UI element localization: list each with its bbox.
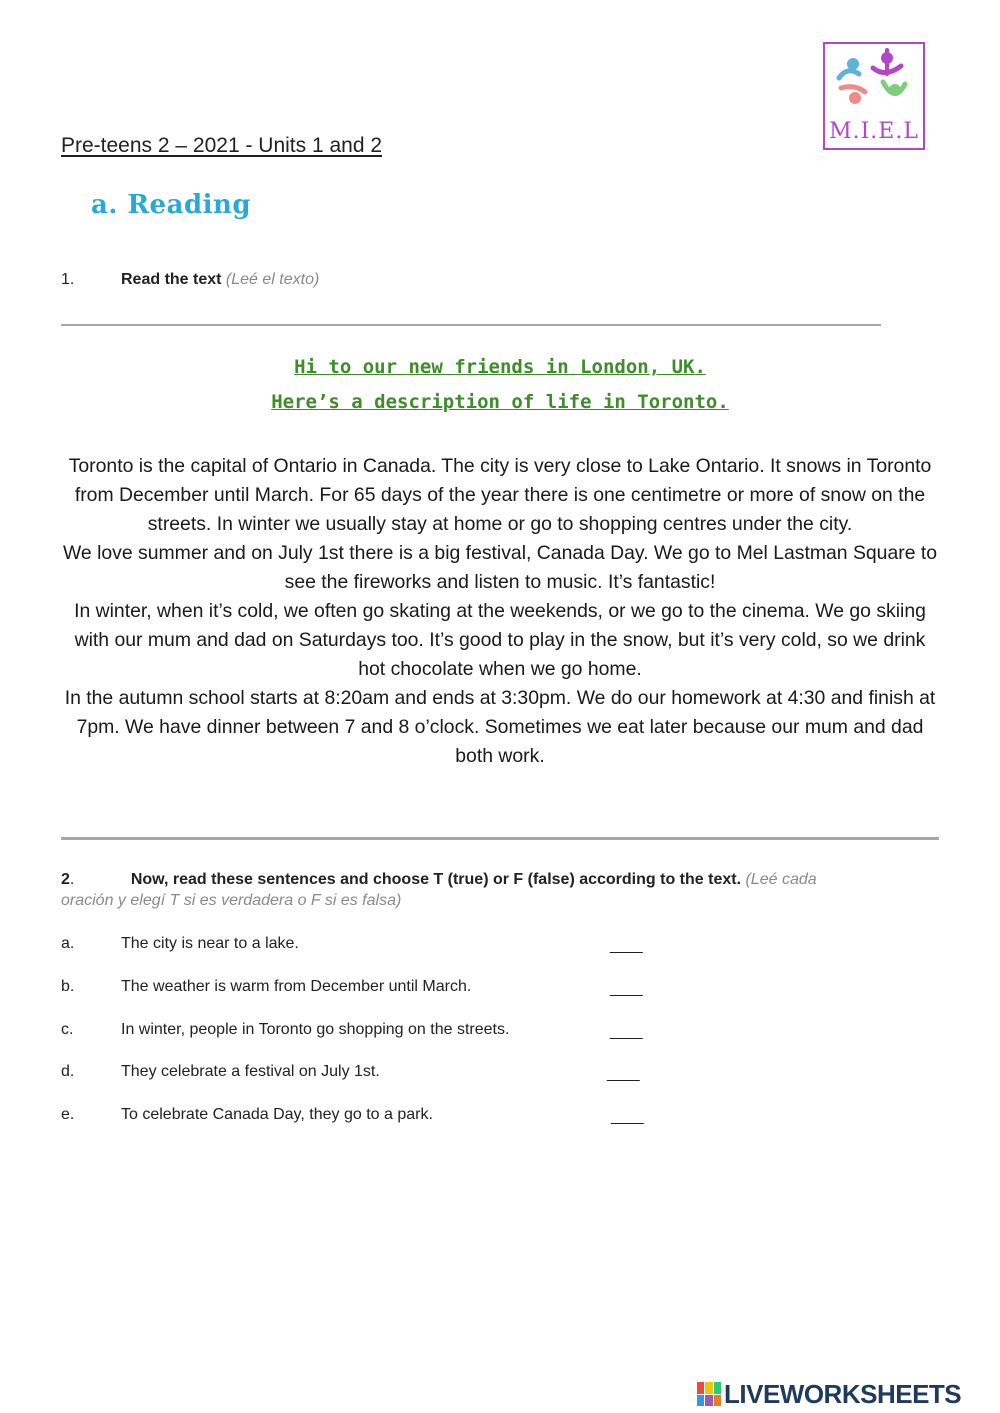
question-1-number: 1.: [61, 271, 75, 288]
question-2-translation-line-2: oración y elegí T si es verdadera o F si es falsa): [61, 892, 402, 909]
item-c-letter: c.: [61, 1021, 74, 1038]
item-b-answer-blank[interactable]: ____: [610, 980, 642, 997]
item-d-letter: d.: [61, 1063, 75, 1080]
item-c-text: In winter, people in Toronto go shopping on the streets.: [121, 1021, 510, 1038]
item-a-text: The city is near to a lake.: [121, 935, 299, 952]
greeting-line-2: Here’s a description of life in Toronto.: [271, 391, 729, 413]
liveworksheets-logo[interactable]: [697, 1377, 961, 1411]
question-2-instruction-text: Now, read these sentences and choose T (true) or F (false) according to the text.: [130, 871, 742, 888]
question-2-dot: .: [69, 871, 75, 888]
section-title: a. Reading: [91, 190, 252, 220]
miel-logo-text: M.I.E.L: [829, 119, 919, 144]
item-c-answer-blank[interactable]: ____: [610, 1023, 642, 1040]
item-d-text: They celebrate a festival on July 1st.: [121, 1063, 380, 1080]
question-2-number: 2: [61, 871, 70, 888]
liveworksheets-icon: [697, 1382, 721, 1406]
reading-text: [60, 452, 940, 771]
question-1-instruction: [121, 271, 319, 289]
item-b-letter: b.: [61, 978, 75, 995]
miel-logo-figures-icon: [825, 44, 923, 122]
course-title: Pre-teens 2 – 2021 - Units 1 and 2: [61, 134, 383, 157]
greeting-line-1: Hi to our new friends in London, UK.: [294, 356, 706, 378]
question-1-translation: (Leé el texto): [225, 271, 320, 288]
top-divider: [61, 324, 881, 326]
item-a-letter: a.: [61, 935, 75, 952]
item-e-letter: e.: [61, 1106, 75, 1123]
item-e-answer-blank[interactable]: ____: [611, 1108, 643, 1125]
item-e-text: To celebrate Canada Day, they go to a park.: [121, 1106, 433, 1123]
miel-logo: [823, 42, 925, 150]
item-a-answer-blank[interactable]: ____: [610, 937, 642, 954]
question-1-instruction-text: Read the text: [121, 271, 222, 288]
item-d-answer-blank[interactable]: ____: [607, 1065, 639, 1082]
reading-paragraph-1: Toronto is the capital of Ontario in Canada. The city is very close to Lake Ontario. It snows in Toronto from December until March. For 65 days of the year there is one centimetre or more of snow on the streets. In winter we usually stay at home or go to shopping centres under the city.: [68, 455, 932, 535]
question-2-instruction: [61, 869, 941, 911]
item-b-text: The weather is warm from December until March.: [121, 978, 472, 995]
liveworksheets-brand: LIVEWORKSHEETS: [724, 1378, 962, 1409]
question-2-translation-line-1: (Leé cada: [745, 871, 817, 888]
bottom-divider: [61, 837, 939, 840]
reading-paragraph-3: In winter, when it’s cold, we often go skating at the weekends, or we go to the cinema. We go skiing with our mum and dad on Saturdays too. It’s good to play in the snow, but it’s very cold, so we drink hot chocolate when we go home.: [74, 600, 926, 680]
reading-paragraph-2: We love summer and on July 1st there is a big festival, Canada Day. We go to Mel Lastman Square to see the fireworks and listen to music. It’s fantastic!: [62, 542, 938, 593]
reading-paragraph-4: In the autumn school starts at 8:20am and ends at 3:30pm. We do our homework at 4:30 and finish at 7pm. We have dinner between 7 and 8 o’clock. Sometimes we eat later because our mum and dad both work.: [64, 687, 936, 767]
